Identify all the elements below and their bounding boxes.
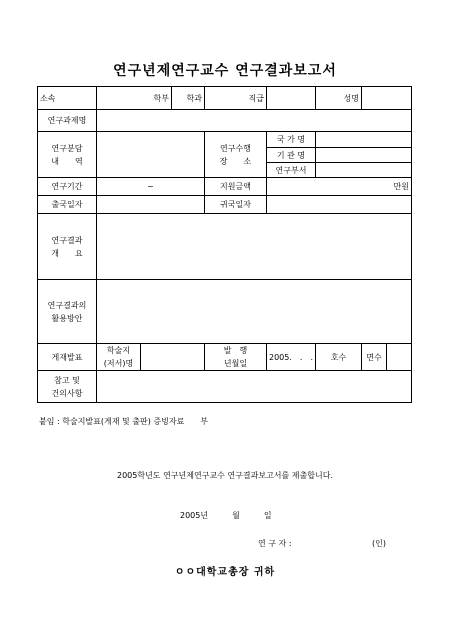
depart-label: 출국일자	[38, 196, 97, 214]
issued-label-line1: 발 행	[223, 346, 248, 355]
submission-date: 2005년 월 일	[180, 511, 272, 520]
research-title-field[interactable]	[97, 110, 412, 132]
amount-label: 지원금액	[205, 178, 267, 196]
researcher-label: 연 구 자 :	[258, 539, 292, 548]
travel-row	[38, 196, 412, 214]
research-title-label: 연구과제명	[38, 110, 97, 132]
journal-label	[97, 344, 141, 371]
institution-label: 기 관 명	[267, 148, 316, 163]
summary-label-line1: 연구결과	[51, 235, 83, 245]
department-label: 연구부서	[267, 163, 316, 178]
usage-label-line1: 연구결과의	[47, 300, 87, 310]
notes-field[interactable]	[97, 371, 412, 403]
notes-row	[38, 371, 412, 403]
institution-field[interactable]	[316, 148, 412, 163]
journal-label-line2: (저서)명	[103, 359, 134, 368]
return-field[interactable]	[267, 196, 412, 214]
journal-field[interactable]	[141, 344, 205, 371]
usage-row	[38, 280, 412, 344]
publication-label: 게재발표	[38, 344, 97, 371]
affiliation-label: 소속	[38, 87, 97, 110]
department-field[interactable]	[316, 163, 412, 178]
research-title-row	[38, 110, 412, 132]
usage-label-line2: 활용방안	[51, 313, 83, 323]
issued-label-line2: 년월일	[223, 359, 248, 368]
issued-label	[205, 344, 267, 371]
research-field-value[interactable]	[97, 132, 205, 178]
research-place-label-line1: 연구수행	[220, 143, 251, 153]
report-form-table	[37, 86, 412, 403]
name-field[interactable]	[362, 87, 412, 110]
period-row	[38, 178, 412, 196]
notes-label-line1: 참고 및	[54, 375, 80, 385]
submission-statement: 2005학년도 연구년제연구교수 연구결과보고서를 제출합니다.	[116, 471, 333, 480]
research-field-label	[38, 132, 97, 178]
depart-field[interactable]	[97, 196, 205, 214]
amount-field[interactable]: 만원	[267, 178, 412, 196]
usage-field[interactable]	[97, 280, 412, 344]
journal-label-line1: 학술지	[106, 346, 131, 355]
field-row-1	[38, 132, 412, 148]
country-field[interactable]	[316, 132, 412, 148]
summary-label	[38, 214, 97, 280]
rank-label: 직급	[205, 87, 267, 110]
notes-label	[38, 371, 97, 403]
school-field[interactable]: 학부	[97, 87, 172, 110]
addressee: ㅇㅇ대학교총장 귀하	[174, 567, 276, 578]
country-label: 국 가 명	[267, 132, 316, 148]
issued-date-field[interactable]: 2005. . .	[267, 344, 316, 371]
document-title: 연구년제연구교수 연구결과보고서	[113, 63, 337, 79]
summary-field[interactable]	[97, 214, 412, 280]
research-place-label	[205, 132, 267, 178]
name-label: 성명	[316, 87, 362, 110]
publication-row	[38, 344, 412, 371]
research-field-label-line2: 내 역	[51, 156, 83, 166]
attachment-note: 붙임 : 학술지발표(게재 및 출판) 증빙자료 부	[39, 417, 209, 426]
summary-label-line2: 개 요	[51, 248, 83, 258]
dept-field[interactable]: 학과	[172, 87, 205, 110]
pages-label: 면수	[362, 344, 387, 371]
rank-field[interactable]	[267, 87, 316, 110]
research-place-label-line2: 장 소	[219, 156, 252, 166]
research-field-label-line1: 연구분담	[51, 143, 83, 153]
notes-label-line2: 건의사항	[51, 388, 83, 398]
period-label: 연구기간	[38, 178, 97, 196]
usage-label	[38, 280, 97, 344]
period-field[interactable]: ~	[97, 178, 205, 196]
return-label: 귀국일자	[205, 196, 267, 214]
pages-field[interactable]	[387, 344, 412, 371]
seal-mark: (인)	[372, 539, 386, 548]
volume-label: 호수	[316, 344, 362, 371]
summary-row	[38, 214, 412, 280]
affiliation-row	[38, 87, 412, 110]
